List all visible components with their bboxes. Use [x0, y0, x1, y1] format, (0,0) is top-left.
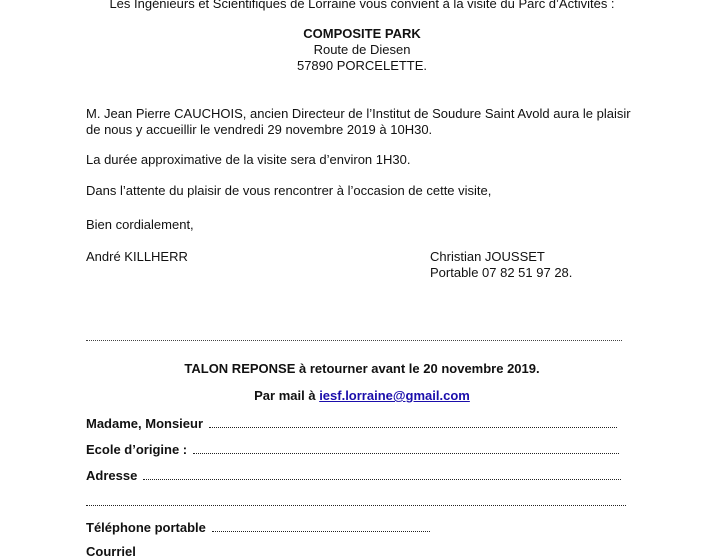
field-address-continuation-fill-line[interactable]	[86, 494, 626, 506]
field-address-label: Adresse	[86, 468, 138, 483]
field-address-continuation[interactable]	[86, 494, 626, 510]
reply-mail-prefix: Par mail à	[254, 388, 320, 403]
place-city: 57890 PORCELETTE.	[296, 58, 428, 73]
field-school-fill-line[interactable]	[193, 442, 619, 454]
invitation-intro: Les Ingénieurs et Scientifiques de Lorraine vous convient à la visite du Parc d’Activités :	[109, 0, 615, 11]
field-mobile[interactable]	[86, 520, 430, 536]
field-civility[interactable]	[86, 416, 617, 432]
place-name: COMPOSITE PARK	[303, 26, 421, 41]
paragraph-host-line-1: M. Jean Pierre CAUCHOIS, ancien Directeur de l’Institut de Soudure Saint Avold aura le plaisir	[86, 106, 631, 121]
field-mobile-fill-line[interactable]	[212, 520, 430, 532]
field-civility-fill-line[interactable]	[209, 416, 617, 428]
reply-email-link[interactable]: iesf.lorraine@gmail.com	[319, 388, 470, 403]
field-email-partial	[86, 544, 136, 560]
signature-right-phone: Portable 07 82 51 97 28.	[430, 265, 573, 280]
field-address-fill-line[interactable]	[143, 468, 621, 480]
reply-mail-line	[0, 388, 724, 404]
closing-greeting: Bien cordialement,	[86, 217, 194, 232]
field-mobile-label: Téléphone portable	[86, 520, 206, 535]
signature-left-name: André KILLHERR	[86, 249, 188, 264]
place-street: Route de Diesen	[313, 42, 411, 57]
field-address[interactable]	[86, 468, 621, 484]
field-civility-label: Madame, Monsieur	[86, 416, 204, 431]
field-school[interactable]	[86, 442, 619, 458]
paragraph-duration: La durée approximative de la visite sera d’environ 1H30.	[86, 152, 411, 167]
field-school-label: Ecole d’origine :	[86, 442, 188, 457]
reply-slip-title: TALON REPONSE à retourner avant le 20 novembre 2019.	[184, 361, 540, 376]
signature-right-name: Christian JOUSSET	[430, 249, 545, 264]
paragraph-looking-forward: Dans l’attente du plaisir de vous rencontrer à l’occasion de cette visite,	[86, 183, 492, 198]
field-email-label-partial: Courriel	[86, 544, 136, 559]
cut-line-separator	[86, 340, 622, 341]
paragraph-host-line-2: de nous y accueillir le vendredi 29 novembre 2019 à 10H30.	[86, 122, 433, 137]
